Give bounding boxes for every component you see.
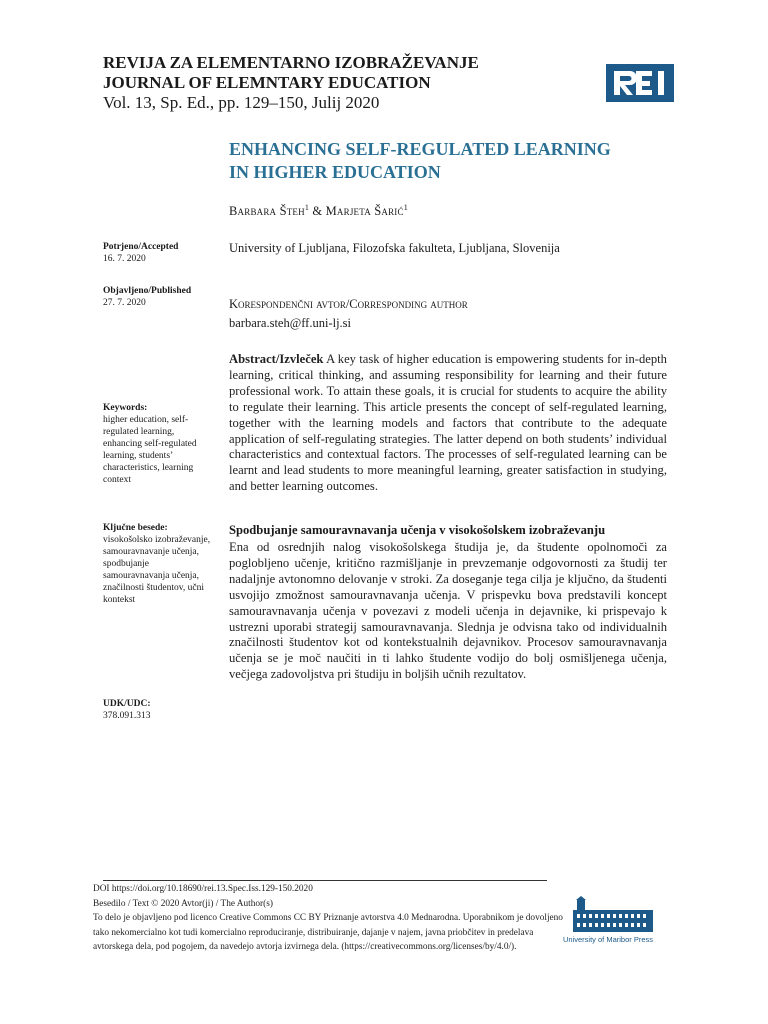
publisher-name: University of Maribor Press <box>563 935 654 944</box>
journal-name-en: JOURNAL OF ELEMNTARY EDUCATION <box>103 73 431 92</box>
doi[interactable]: DOI https://doi.org/10.18690/rei.13.Spec.Iss.129-150.2020 <box>93 884 313 894</box>
author-1-sup: 1 <box>304 203 310 212</box>
corresponding-email[interactable]: barbara.steh@ff.uni-lj.si <box>229 316 352 330</box>
published-date: 27. 7. 2020 <box>103 298 146 308</box>
footer-divider <box>103 880 547 881</box>
journal-volume: Vol. 13, Sp. Ed., pp. 129–150, Julij 2020 <box>103 93 380 112</box>
accepted-date: 16. 7. 2020 <box>103 254 146 264</box>
published-label: Objavljeno/Published <box>103 286 192 296</box>
slovene-abstract: Ena od osrednjih nalog visokošolskega študija je, da študente opolnomoči za poglobljeno učenje, kritično razmišljanje in prevzemanje odgovornosti za študij ter nadaljnje avtonomno delovanje v stroki. Za doseganje tega cilja je ključno, da študenti usvojijo zmožnost samouravnavanja učenja. V prispevku bova predstavili koncept samouravnavanja učenja v povezavi z modeli učenja in dejavnike, ki prispevajo k ustrezni uporabi strategij samouravnavanja. Slednja je odvisna tako od individualnih značilnosti študentov kot od kontekstualnih dejavnikov. Procesov samouravnavanja učenja se je moč naučiti in ti lahko študente vodijo do bolj osmišljenega učenja, večjega zadovoljstva pri študiju in boljših učnih rezultatov. <box>229 540 667 682</box>
keywords-block <box>103 402 215 486</box>
kljucne-label: Ključne besede: <box>103 523 168 533</box>
udk-block <box>103 698 215 722</box>
accepted-label: Potrjeno/Accepted <box>103 242 179 252</box>
slovene-title: Spodbujanje samouravnavanja učenja v visokošolskem izobraževanju <box>229 523 606 537</box>
author-1: Barbara Šteh <box>229 204 305 219</box>
accepted-block <box>103 241 215 265</box>
corresponding-label: Korespondenčni avtor/Corresponding author <box>229 297 468 311</box>
title-line-1: ENHANCING SELF-REGULATED LEARNING <box>229 139 611 159</box>
kljucne-text: visokošolsko izobraževanje, samouravnavanje učenja, spodbujanje samouravnavanja učenja, značilnosti študentov, učni kontekst <box>103 535 211 605</box>
title-line-2: IN HIGHER EDUCATION <box>229 162 441 182</box>
affiliation: University of Ljubljana, Filozofska fakulteta, Ljubljana, Slovenija <box>229 241 560 255</box>
license: To delo je objavljeno pod licenco Creative Commons CC BY Priznanje avtorstva 4.0 Mednarodna. Uporabnikom je dovoljeno tako nekomercialno kot tudi komercialno reproduciranje, distribuiranje, dajanje v najem, javna priobčitev in predelava avtorskega dela, pod pogojem, da navedejo avtorja izvirnega dela. (https://creativecommons.org/licenses/by/4.0/). <box>93 913 563 953</box>
rei-logo <box>606 64 674 102</box>
kljucne-block <box>103 522 215 606</box>
journal-name-sl: REVIJA ZA ELEMENTARNO IZOBRAŽEVANJE <box>103 53 479 72</box>
author-2: Marjeta Šarić <box>325 204 404 219</box>
udk-value: 378.091.313 <box>103 711 151 721</box>
journal-header <box>103 53 479 113</box>
copyright: Besedilo / Text © 2020 Avtor(ji) / The Author(s) <box>93 898 273 909</box>
author-separator: & <box>309 204 326 219</box>
article-title <box>229 138 669 184</box>
authors <box>229 203 408 219</box>
abstract-text: A key task of higher education is empowering students for in-depth learning, critical thinking, and assuming responsibility for learning and their future professional work. To attain these goals, it is crucial for students to acquire the ability to regulate their learning. This article presents the concept of self-regulated learning, together with the learning models and factors that contribute to the adequate application of self-regulating strategies. The latter depend on both students’ individual characteristics and contextual factors. The processes of self-regulated learning can be learnt and lead students to more meaningful learning, greater satisfaction in studying, and better learning outcomes. <box>229 352 667 494</box>
udk-label: UDK/UDC: <box>103 699 151 709</box>
abstract <box>229 352 667 495</box>
author-2-sup: 1 <box>403 203 408 212</box>
keywords-text: higher education, self-regulated learning, enhancing self-regulated learning, students’ characteristics, learning context <box>103 415 197 485</box>
footer <box>93 882 563 955</box>
abstract-label: Abstract/Izvleček <box>229 352 324 366</box>
keywords-label: Keywords: <box>103 403 148 413</box>
published-block <box>103 285 215 309</box>
